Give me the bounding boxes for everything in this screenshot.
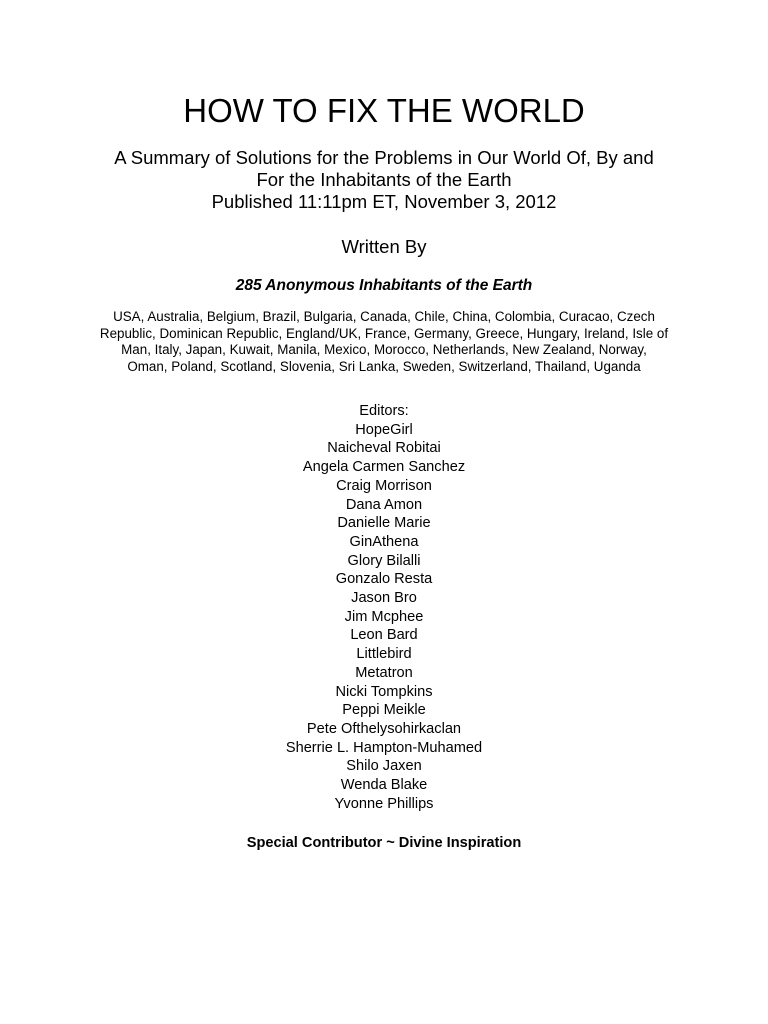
countries-line: USA, Australia, Belgium, Brazil, Bulgaria, Canada, Chile, China, Colombia, Curacao, Czech (113, 309, 655, 324)
document-subtitle (60, 147, 708, 213)
authors-line: 285 Anonymous Inhabitants of the Earth (235, 277, 533, 294)
publication-date: Published 11:11pm ET, November 3, 2012 (211, 191, 557, 212)
subtitle-line: For the Inhabitants of the Earth (256, 169, 512, 190)
document-title: HOW TO FIX THE WORLD (183, 92, 585, 129)
editor-name: Jason Bro (351, 590, 417, 607)
countries-line: Man, Italy, Japan, Kuwait, Manila, Mexico, Morocco, Netherlands, New Zealand, Norway, (121, 342, 647, 358)
editor-name: Shilo Jaxen (346, 758, 422, 775)
editor-name: Sherrie L. Hampton-Muhamed (285, 739, 483, 756)
editor-name: GinAthena (349, 533, 419, 550)
countries-line: Republic, Dominican Republic, England/UK, France, Germany, Greece, Hungary, Ireland, Isle of (99, 325, 669, 341)
editor-name: Nicki Tompkins (335, 683, 433, 700)
editor-name: Naicheval Robitai (327, 440, 441, 457)
countries-list (74, 309, 694, 375)
editor-name: Peppi Meikle (342, 702, 426, 719)
countries-line: Oman, Poland, Scotland, Slovenia, Sri Lanka, Sweden, Switzerland, Thailand, Uganda (127, 358, 641, 374)
editors-heading: Editors: (359, 403, 409, 419)
editors-list (0, 402, 768, 813)
editor-name: Littlebird (356, 646, 412, 663)
editor-name: Craig Morrison (336, 477, 432, 494)
editor-name: Leon Bard (350, 627, 418, 644)
subtitle-line: A Summary of Solutions for the Problems in Our World Of, By and (114, 147, 654, 168)
editor-name: Jim Mcphee (344, 608, 424, 625)
editor-name: Metatron (355, 664, 413, 681)
editor-name: HopeGirl (355, 421, 413, 438)
editor-name: Danielle Marie (337, 515, 431, 532)
editor-name: Wenda Blake (340, 777, 428, 794)
editor-name: Angela Carmen Sanchez (302, 459, 466, 476)
editor-name: Glory Bilalli (347, 552, 421, 569)
editor-name: Yvonne Phillips (334, 795, 434, 812)
editor-name: Pete Ofthelysohirkaclan (306, 720, 462, 737)
special-contributor: Special Contributor ~ Divine Inspiration (246, 835, 522, 851)
editor-name: Gonzalo Resta (335, 571, 433, 588)
editor-name: Dana Amon (345, 496, 423, 513)
written-by-label: Written By (341, 236, 427, 257)
